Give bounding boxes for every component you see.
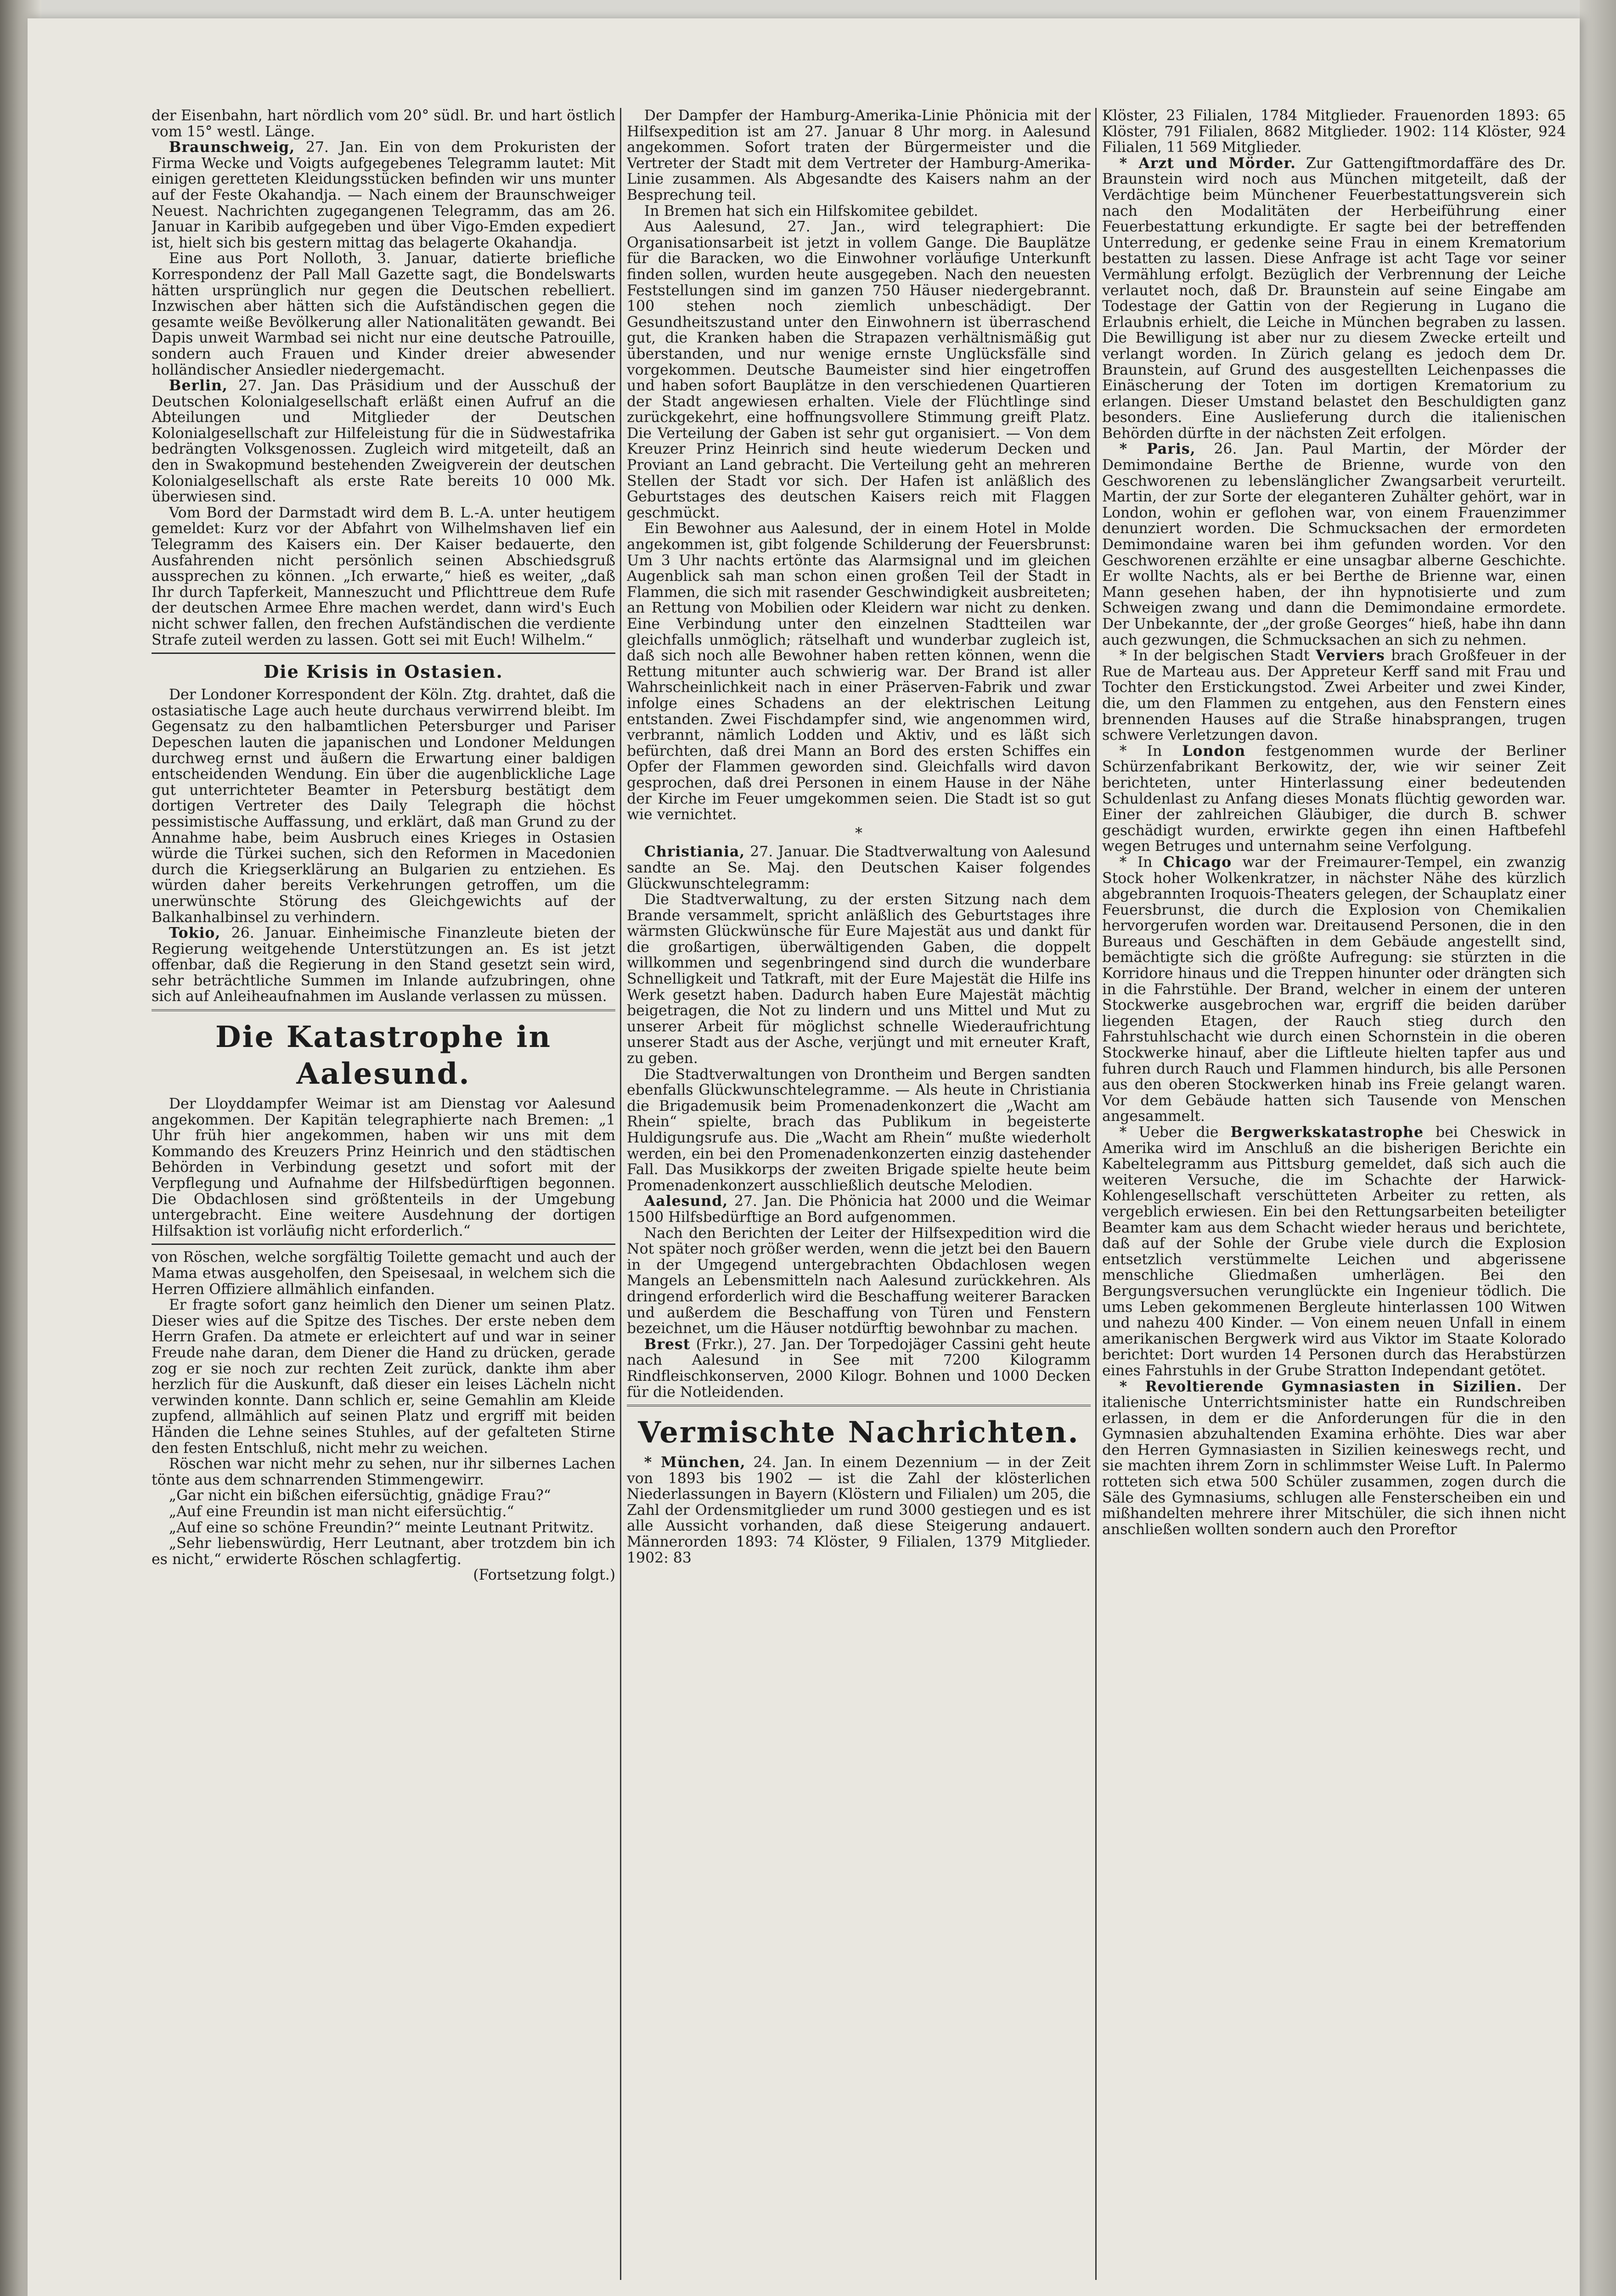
dateline-place: Verviers	[1316, 647, 1385, 664]
paragraph	[1102, 156, 1566, 442]
paragraph-text: * In	[1119, 743, 1162, 760]
paragraph: Der Londoner Korrespondent der Köln. Ztg. drahtet, daß die ostasiatische Lage auch heute durchaus verwirrend bleibt. Im Gegensatz zu den halbamtlichen Petersburger und Pariser Depeschen lauten die japanischen und Londoner Meldungen durchweg ernst und äußern die Erwartung einer baldigen entscheidenden Wendung. Ein über die augenblickliche Lage gut unterrichteter Beamter in Petersburg bestätigt dem dortigen Vertreter des Daily Telegraph die höchst pessimistische Auffassung, und erklärt, daß man Grund zu der Annahme habe, beim Ausbruch eines Krieges in Ostasien würde die Türkei suchen, sich den Reformen in Macedonien durch die Kriegserklärung an Bulgarien zu entziehen. Es würden daher bereits Verkehrungen getroffen, um die unerwünschte Störung des Gleichgewichts auf der Balkanhalbinsel zu verhindern.	[152, 687, 615, 926]
dateline-place: * München,	[644, 1454, 746, 1471]
column-rule	[1095, 108, 1097, 2280]
paragraph	[627, 1337, 1091, 1400]
paragraph	[152, 140, 615, 251]
paragraph-text: festgenommen wurde der Berliner Schürzenfabrikant Berkowitz, der, wie wir seiner Zeit berichteten, unter Hinterlassung einer bedeutenden Schuldenlast zu Anfang dieses Monats flüchtig geworden war. Einer der zahlreichen Gläubiger, die durch B. schwer geschädigt wurden, erwirkte gegen ihn einen Haftbefehl wegen Betruges und unternahm seine Verfolgung.	[1102, 743, 1566, 855]
paragraph-text: Der italienische Unterrichtsminister hatte ein Rundschreiben erlassen, in dem er die Anforderungen für die in den Gymnasien abzuhaltenden Examina erhöhte. Dies war aber den Herren Gymnasiasten in Sizilien keineswegs recht, und sie machten ihrem Zorn in schlimmster Weise Luft. In Palermo rotteten sich etwa 500 Schüler zusammen, zogen durch die Säle des Gymnasiums, schlugen alle Fensterscheiben ein und mißhandelten mehrere ihrer Mitschüler, die sich ihnen nicht anschließen wollten sondern auch den Proreftor	[1102, 1378, 1566, 1538]
paragraph: Nach den Berichten der Leiter der Hilfsexpedition wird die Not später noch größer werden, wenn die jetzt bei den Bauern in der Umgegend untergebrachten Obdachlosen wegen Mangels an Lebensmitteln nach Aalesund zurückkehren. Als dringend erforderlich wird die Beschaffung weiterer Baracken und außerdem die Beschaffung von Türen und Fenstern bezeichnet, um die Häuser notdürftig bewohnbar zu machen.	[627, 1225, 1091, 1337]
dateline-place: * Revoltierende Gymnasiasten in Sizilien.	[1119, 1378, 1522, 1395]
paragraph	[1102, 1125, 1566, 1379]
paragraph	[627, 844, 1091, 892]
column-3	[1102, 108, 1566, 2280]
paragraph-text: 27. Jan. Das Präsidium und der Ausschuß der Deutschen Kolonialgesellschaft erläßt einen Aufruf an die Abteilungen und Mitglieder der Deutschen Kolonialgesellschaft zur Hilfeleistung für die in Südwestafrika bedrängten Volksgenossen. Zugleich wird mitgeteilt, daß an den in Swakopmund bestehenden Zweigverein der deutschen Kolonialgesellschaft als erste Rate bereits 10 000 Mk. überwiesen sind.	[152, 377, 615, 506]
paragraph	[627, 1193, 1091, 1225]
section-rule	[152, 1244, 615, 1245]
paragraph: Er fragte sofort ganz heimlich den Diener um seinen Platz. Dieser wies auf die Spitze des Tisches. Der erste neben dem Herrn Grafen. Da atmete er erleichtert auf und war in seiner Freude nahe daran, dem Diener die Hand zu drücken, gerade zog er sie noch zur rechten Zeit zurück, dankte ihm aber herzlich für die Auskunft, daß dieser ein leises Lächeln nicht verwinden konnte. Dann schlich er, seine Gemahlin am Kleide zupfend, allmählich auf seinen Platz und ergriff mit beiden Händen die Lehne seines Stuhles, auf der gefalteten Stirne den festen Entschluß, nicht mehr zu weichen.	[152, 1297, 615, 1457]
paragraph: „Sehr liebenswürdig, Herr Leutnant, aber trotzdem bin ich es nicht,“ erwiderte Röschen schlagfertig.	[152, 1535, 615, 1568]
paragraph: Ein Bewohner aus Aalesund, der in einem Hotel in Molde angekommen ist, gibt folgende Schilderung der Feuersbrunst: Um 3 Uhr nachts ertönte das Alarmsignal und im gleichen Augenblick sah man schon einen großen Teil der Stadt in Flammen, die sich mit rasender Geschwindigkeit ausbreiteten; an Rettung von Mobilien oder Kleidern war nicht zu denken. Eine Verbindung unter den einzelnen Stadtteilen war gleichfalls unmöglich; rätselhaft und wunderbar zugleich ist, daß sich noch alle Bewohner haben retten können, wenn die Rettung mitunter auch schwierig war. Der Brand ist aller Wahrscheinlichkeit nach in einer Präserven-Fabrik und zwar infolge eines Schadens an der elektrischen Leitung entstanden. Zwei Fischdampfer sind, wie angenommen wird, verbrannt, nämlich Lodden und Aktiv, und es läßt sich befürchten, daß drei Mann an Bord des ersten Schiffes ein Opfer der Flammen geworden sind. Gleichfalls wird davon gesprochen, daß drei Personen in einem Hause in der Nähe der Kirche im Feuer umgekommen seien. Die Stadt ist so gut wie vernichtet.	[627, 520, 1091, 823]
paragraph	[1102, 1379, 1566, 1538]
paragraph-text: 24. Jan. In einem Dezennium — in der Zeit von 1893 bis 1902 — ist die Zahl der klösterlichen Niederlassungen in Bayern (Klöstern und Filialen) um 205, die Zahl der Ordensmitglieder um rund 3000 gestiegen und es ist alle Aussicht vorhanden, daß diese Steigerung andauert. Männerorden 1893: 74 Klöster, 9 Filialen, 1379 Mitglieder. 1902: 83	[627, 1454, 1091, 1566]
page-edge	[1580, 0, 1616, 2296]
paragraph-text: 26. Jan. Paul Martin, der Mörder der Demimondaine Berthe de Brienne, wurde von den Geschworenen zu lebenslänglicher Zwangsarbeit verurteilt. Martin, der zur Sorte der eleganteren Zuhälter gehört, war in London, wohin er geflohen war, von einem Frauenzimmer denunziert worden. Die Schmucksachen der ermordeten Demimondaine waren bei ihm gefunden worden. Vor den Geschworenen erzählte er eine unsagbar alberne Geschichte. Er wollte Nachts, als er bei Berthe de Brienne war, einen Mann gesehen haben, der ihn hypnotisierte und zum Schweigen zwang und dann die Demimondaine ermordete. Der Unbekannte, der „der große Georges“ hieß, habe ihn dann auch gezwungen, die Schmucksachen an sich zu nehmen.	[1102, 441, 1566, 648]
paragraph: Die Stadtverwaltungen von Drontheim und Bergen sandten ebenfalls Glückwunschtelegramme. — Als heute in Christiania die Brigademusik beim Promenadenkonzert die „Wacht am Rhein“ spielte, brach das Publikum in begeisterte Huldigungsrufe aus. Die „Wacht am Rhein“ mußte wiederholt werden, ein bei den Promenadenkonzerten einzig dastehender Fall. Das Musikkorps der zweiten Brigade spielte heute beim Promenadenkonzert ausschließlich deutsche Melodien.	[627, 1066, 1091, 1194]
paragraph	[1102, 743, 1566, 855]
paragraph	[152, 925, 615, 1005]
continuation-note: (Fortsetzung folgt.)	[473, 1567, 615, 1584]
paragraph: Der Dampfer der Hamburg-Amerika-Linie Phönicia mit der Hilfsexpedition ist am 27. Januar 8 Uhr morg. in Aalesund angekommen. Sofort traten der Bürgermeister und die Vertreter der Stadt mit dem Vertreter der Hamburg-Amerika-Linie zusammen. Als Abgesandte des Kaisers nahm an der Besprechung teil.	[627, 108, 1091, 203]
column-2	[627, 108, 1091, 2280]
paragraph-text: * In	[1119, 854, 1153, 871]
paragraph-text: 26. Januar. Einheimische Finanzleute bieten der Regierung weitgehende Unterstützungen an. Es ist jetzt offenbar, daß die Regierung in den Stand gesetzt sein wird, sehr beträchtliche Summen im Inlande aufzubringen, ohne sich auf Anleiheaufnahmen im Auslande verlassen zu müssen.	[152, 925, 615, 1005]
paragraph-text: 27. Jan. Die Phönicia hat 2000 und die Weimar 1500 Hilfsbedürftige an Bord aufgenommen.	[627, 1193, 1091, 1226]
dateline-place: Bergwerkskatastrophe	[1230, 1124, 1424, 1141]
dateline-place: * Paris,	[1119, 440, 1196, 458]
paragraph	[1102, 441, 1566, 648]
paragraph: „Gar nicht ein bißchen eifersüchtig, gnädige Frau?“	[169, 1487, 551, 1504]
paragraph-text: Zur Gattengiftmordaffäre des Dr. Braunstein wird noch aus München mitgeteilt, daß der Verdächtige beim Münchener Feuerbestattungsverein sich nach den Modalitäten der Herbeiführung einer Feuerbestattung erkundigte. Er sagte bei der betreffenden Unterredung, er gedenke seine Frau in einem Krematorium bestatten zu lassen. Diese Anfrage ist acht Tage vor seiner Vermählung erfolgt. Bezüglich der Verbrennung der Leiche verlautet noch, daß Dr. Braunstein auf seine Eingabe am Todestage der Gattin von der Regierung in Lugano die Erlaubnis erhielt, die Leiche in München begraben zu lassen. Die Bewilligung ist aber nur zu diesem Zwecke erteilt und verlangt worden. In Zürich gelang es jedoch dem Dr. Braunstein, auf Grund des ausgestellten Leichenpasses die Einäscherung der Toten im dortigen Krematorium zu erlangen. Dieser Umstand belastet den Beschuldigten ganz besonders. Eine Auslieferung durch die italienischen Behörden dürfte in der nächsten Zeit erfolgen.	[1102, 155, 1566, 442]
paragraph-text: * Ueber die	[1119, 1124, 1219, 1141]
paragraph-text: bei Cheswick in Amerika wird im Anschluß an die bisherigen Berichte ein Kabeltelegramm aus Pittsburg gemeldet, daß sich auch die weiteren Versuche, die im Schachte der Harwick-Kohlengesellschaft verschütteten Arbeiter zu retten, als vergeblich erwiesen. Ein bei den Rettungsarbeiten beteiligter Beamter kam aus dem Schacht wieder heraus und berichtete, daß auf der Sohle der Grube viele durch die Explosion entsetzlich verstümmelte Leichen und abgerissene menschliche Gliedmaßen umherlägen. Bei den Bergungsversuchen verunglückte ein Ingenieur tödlich. Die ums Leben gekommenen Bergleute hinterlassen 100 Witwen und nahezu 400 Kinder. — Von einem neuen Unfall in einem amerikanischen Bergwerk wird aus Viktor im Staate Kolorado berichtet: Dort wurden 14 Personen durch das Herabstürzen eines Fahrstuhls in der Grube Stratton Independant getötet.	[1102, 1124, 1566, 1379]
paragraph: Eine aus Port Nolloth, 3. Januar, datierte briefliche Korrespondenz der Pall Mall Gazette sagt, die Bondelswarts hätten ursprünglich nur gegen die Deutschen rebelliert. Inzwischen aber hätten sich die Aufständischen gegen die gesamte weiße Bevölkerung aller Nationalitäten gewandt. Bei Dapis unweit Warmbad sei nicht nur eine deutsche Patrouille, sondern auch Frauen und Kinder dreier abwesender holländischer Ansiedler niedergemacht.	[152, 250, 615, 378]
section-heading: Die Krisis in Ostasien.	[264, 661, 503, 682]
paragraph: Klöster, 23 Filialen, 1784 Mitglieder. Frauenorden 1893: 65 Klöster, 791 Filialen, 8682 Mitglieder. 1902: 114 Klöster, 924 Filialen, 11 569 Mitglieder.	[1102, 108, 1566, 156]
dateline-place: Christiania,	[644, 843, 745, 861]
dateline-place: Chicago	[1163, 853, 1232, 871]
dateline-place: Brest	[644, 1335, 691, 1353]
dateline-place: Braunschweig,	[169, 139, 295, 156]
paragraph: Aus Aalesund, 27. Jan., wird telegraphiert: Die Organisationsarbeit ist jetzt in vollem Gange. Die Bauplätze für die Baracken, wo die Einwohner vorläufige Unterkunft finden sollen, wurden heute ausgegeben. Nach den neuesten Feststellungen sind im ganzen 750 Häuser niedergebrannt. 100 stehen noch ziemlich unbeschädigt. Der Gesundheitszustand unter den Einwohnern ist überraschend gut, die Kranken haben die Strapazen verhältnismäßig gut überstanden, und nur wenige ernste Unglücksfälle sind vorgekommen. Deutsche Baumeister sind hier eingetroffen und haben sofort Bauplätze in den verschiedenen Quartieren der Stadt angewiesen erhalten. Viele der Flüchtlinge sind zurückgekehrt, eine hoffnungsvollere Stimmung greift Platz. Die Verteilung der Gaben ist sehr gut organisiert. — Von dem Kreuzer Prinz Heinrich sind heute wiederum Decken und Proviant an Land gebracht. Die Verteilung geht an mehreren Stellen der Stadt vor sich. Der Hafen ist anläßlich des Geburtstages des deutschen Kaisers reich mit Flaggen geschmückt.	[627, 219, 1091, 521]
paragraph-text: war der Freimaurer-Tempel, ein zwanzig Stock hoher Wolkenkratzer, in nächster Nähe des kürzlich abgebrannten Iroquois-Theaters gelegen, der Schauplatz einer Feuersbrunst, die durch die Explosion von Chemikalien hervorgerufen worden war. Dreitausend Personen, die in den Bureaus und Geschäften in dem Gebäude angestellt sind, bemächtigte sich die größte Aufregung: sie stürzten in die Korridore hinaus und die Treppen hinunter oder drängten sich in die Fahrstühle. Der Brand, welcher in einem der unteren Stockwerke ausgebrochen war, ergriff die beiden darüber liegenden Etagen, der Rauch stieg durch den Fahrstuhlschacht wie durch einen Schornstein in die oberen Stockwerke hinauf, aber die Liftleute hielten tapfer aus und fuhren durch Rauch und Flammen hindurch, bis alle Personen aus den oberen Stockwerken hinab ins Freie gelangt waren. Vor dem Gebäude hatten sich Tausende von Menschen angesammelt.	[1102, 854, 1566, 1125]
paragraph	[1102, 855, 1566, 1125]
paragraph: In Bremen hat sich ein Hilfskomitee gebildet.	[644, 203, 979, 219]
paragraph-text: 27. Januar. Die Stadtverwaltung von Aalesund sandte an Se. Maj. den Deutschen Kaiser folgendes Glückwunschtelegramm:	[627, 844, 1091, 892]
paragraph: „Auf eine Freundin ist man nicht eifersüchtig.“	[169, 1503, 514, 1520]
section-rule	[152, 1009, 615, 1013]
paragraph: „Auf eine so schöne Freundin?“ meinte Leutnant Pritwitz.	[169, 1519, 594, 1536]
paragraph: Der Lloyddampfer Weimar ist am Dienstag vor Aalesund angekommen. Der Kapitän telegraphierte nach Bremen: „1 Uhr früh hier angekommen, haben wir uns mit dem Kommando des Kreuzers Prinz Heinrich und den städtischen Behörden in Verbindung gesetzt und sofort mit der Verpflegung und Aufnahme der Hilfsbedürftigen begonnen. Die Obdachlosen sind größtenteils in der Umgebung untergebracht. Eine weitere Ausdehnung der dortigen Hilfsaktion ist vorläufig nicht erforderlich.“	[152, 1096, 615, 1239]
paragraph	[1102, 648, 1566, 743]
section-heading: Vermischte Nachrichten.	[638, 1415, 1080, 1450]
section-rule	[627, 1405, 1091, 1408]
dateline-place: Berlin,	[169, 377, 228, 394]
paragraph: Vom Bord der Darmstadt wird dem B. L.-A. unter heutigem gemeldet: Kurz vor der Abfahrt von Wilhelmshaven lief ein Telegramm des Kaisers ein. Der Kaiser bedauerte, den Ausfahrenden nicht persönlich seinen Abschiedsgruß aussprechen zu können. „Ich erwarte,“ hieß es weiter, „daß Ihr durch Tapferkeit, Manneszucht und Pflichttreue dem Rufe der deutschen Armee Ehre machen werdet, dann wird's Euch nicht schwer fallen, den frechen Aufständischen die verdiente Strafe zuteil werden zu lassen. Gott sei mit Euch! Wilhelm.“	[152, 504, 615, 648]
column-1	[152, 108, 615, 2280]
paragraph: von Röschen, welche sorgfältig Toilette gemacht und auch der Mama etwas ausgeholfen, den Speisesaal, in welchem sich die Herren Offiziere allmählich einfanden.	[152, 1249, 615, 1298]
column-rule	[620, 108, 621, 2280]
dateline-place: Aalesund,	[644, 1193, 728, 1210]
dateline-place: London	[1182, 742, 1246, 760]
paragraph-text: 27. Jan. Ein von dem Prokuristen der Firma Wecke und Voigts aufgegebenes Telegramm lautet: Mit einigen geretteten Kleidungsstücken befinden wir uns munter auf der Feste Okahandja. — Nach einem der Braunschweiger Neuest. Nachrichten zugegangenen Telegramm, das am 26. Januar in Karibib aufgegeben und über Vigo-Emden expediert ist, hielt sich bis gestern mittag das belagerte Okahandja.	[152, 139, 615, 251]
dateline-place: Tokio,	[169, 924, 221, 942]
paragraph-text: (Frkr.), 27. Jan. Der Torpedojäger Cassini geht heute nach Aalesund in See mit 7200 Kilogramm Rindfleischkonserven, 2000 Kilogr. Bohnen und 1000 Decken für die Notleidenden.	[627, 1336, 1091, 1401]
paragraph	[627, 1455, 1091, 1566]
dateline-place: * Arzt und Mörder.	[1119, 154, 1296, 172]
paragraph-text: brach Großfeuer in der Rue de Marteau aus. Der Appreteur Kerff sand mit Frau und Tochter den Erstickungstod. Zwei Arbeiter und zwei Kinder, die, um den Flammen zu entgehen, aus den Fenstern eines brennenden Hauses auf die Straße hinabsprangen, trugen schwere Verletzungen davon.	[1102, 647, 1566, 744]
paragraph: Die Stadtverwaltung, zu der ersten Sitzung nach dem Brande versammelt, spricht anläßlich des Geburtstages ihre wärmsten Glückwünsche für Eure Majestät aus und dankt für die großartigen, überwältigenden Gaben, die doppelt willkommen und segenbringend sind durch die wunderbare Schnelligkeit und Tatkraft, mit der Eure Majestät die Hilfe ins Werk gesetzt haben. Dadurch haben Eure Majestät mächtig beigetragen, die Not zu lindern und uns Mittel und Mut zu unserer Arbeit für möglichst schnelle Wiederaufrichtung unserer Stadt aus der Asche, verjüngt und mit erneuter Kraft, zu geben.	[627, 891, 1091, 1067]
section-heading: Die Katastrophe in Aalesund.	[215, 1020, 552, 1092]
paragraph	[152, 378, 615, 505]
paragraph-text: * In der belgischen Stadt	[1119, 647, 1310, 664]
separator-star: *	[855, 825, 862, 842]
paragraph: der Eisenbahn, hart nördlich vom 20° südl. Br. und hart östlich vom 15° westl. Länge.	[152, 108, 615, 140]
section-rule	[152, 653, 615, 654]
paragraph: Röschen war nicht mehr zu sehen, nur ihr silbernes Lachen tönte aus dem schnarrenden Stimmengewirr.	[152, 1456, 615, 1488]
